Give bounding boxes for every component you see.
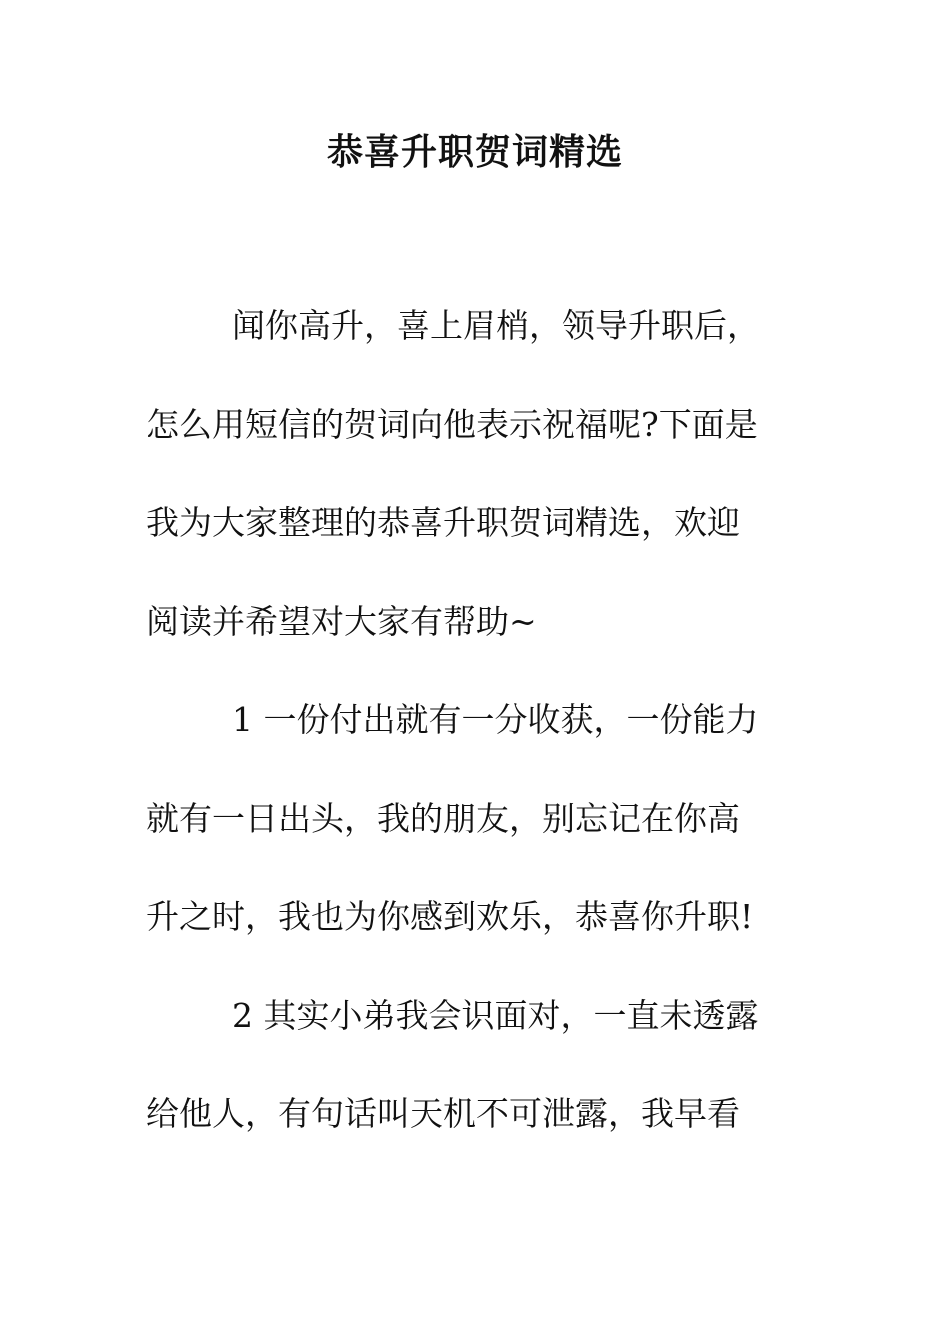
paragraph-line: 我为大家整理的恭喜升职贺词精选，欢迎 [146,503,740,542]
paragraph-line: 怎么用短信的贺词向他表示祝福呢?下面是 [146,404,758,444]
paragraph-line: 升之时，我也为你感到欢乐，恭喜你升职! [146,897,754,936]
paragraph-line: 1 一份付出就有一分收获，一份能力 [232,700,759,739]
document-body [146,300,806,1187]
paragraph-line: 给他人，有句话叫天机不可泄露，我早看 [146,1094,740,1133]
paragraph-line: 就有一日出头，我的朋友，别忘记在你高 [146,798,740,838]
paragraph-line: 闻你高升，喜上眉梢，领导升职后， [232,306,760,345]
document-title: 恭喜升职贺词精选 [326,131,623,173]
paragraph-line: 2 其实小弟我会识面对，一直未透露 [232,995,759,1035]
paragraph-line: 阅读并希望对大家有帮助~ [146,601,537,641]
